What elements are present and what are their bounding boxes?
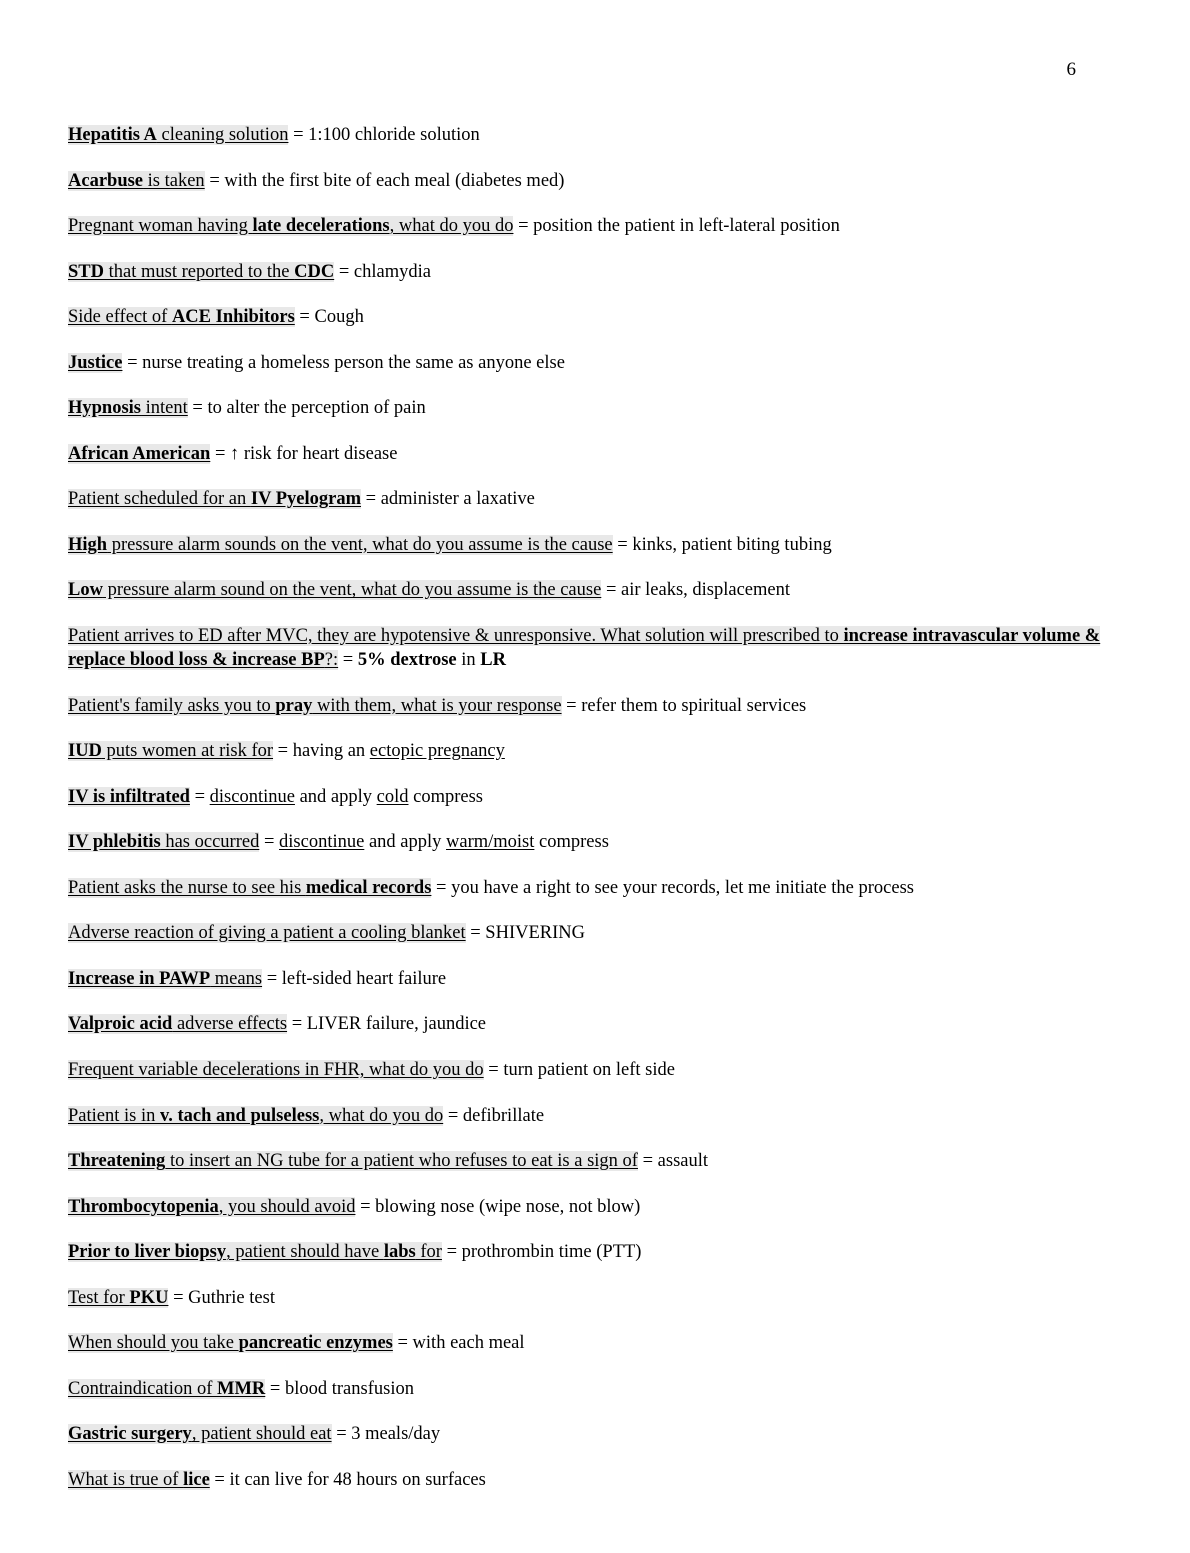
note-question: Patient scheduled for an IV Pyelogram	[68, 489, 362, 510]
note-question: Prior to liver biopsy, patient should have labs for	[68, 1242, 442, 1263]
note-line	[68, 785, 1118, 809]
note-question: When should you take pancreatic enzymes	[68, 1333, 393, 1354]
note-answer: = 5% dextrose in LR	[338, 650, 506, 671]
note-line	[68, 1286, 1118, 1310]
note-line	[68, 967, 1118, 991]
note-answer: = 3 meals/day	[331, 1424, 441, 1445]
note-line	[68, 1104, 1118, 1128]
note-question: Increase in PAWP means	[68, 968, 263, 989]
note-line	[68, 396, 1118, 420]
note-answer: = with the first bite of each meal (diabetes med)	[204, 170, 565, 191]
note-line	[68, 1149, 1118, 1173]
note-line	[68, 694, 1118, 718]
note-question: African American	[68, 443, 211, 464]
note-answer: = it can live for 48 hours on surfaces	[209, 1469, 486, 1490]
note-line	[68, 533, 1118, 557]
note-answer: = administer a laxative	[361, 489, 535, 510]
note-question: Acarbuse is taken	[68, 170, 205, 191]
note-question: IV is infiltrated	[68, 786, 190, 807]
note-answer: = blowing nose (wipe nose, not blow)	[355, 1196, 641, 1217]
note-question: Hepatitis A cleaning solution	[68, 125, 289, 145]
note-answer: = LIVER failure, jaundice	[287, 1014, 487, 1035]
note-line	[68, 169, 1118, 193]
note-answer: = ↑ risk for heart disease	[210, 443, 398, 464]
note-answer: = left-sided heart failure	[262, 968, 447, 989]
note-question: Patient is in v. tach and pulseless, what do you do	[68, 1105, 444, 1126]
note-answer: = having an ectopic pregnancy	[273, 741, 505, 762]
note-answer: = assault	[637, 1151, 709, 1172]
note-line	[68, 1377, 1118, 1401]
note-answer: = you have a right to see your records, let me initiate the process	[431, 877, 914, 898]
note-answer: = chlamydia	[334, 261, 431, 282]
note-line	[68, 624, 1118, 672]
note-line	[68, 739, 1118, 763]
note-question: Pregnant woman having late decelerations, what do you do	[68, 216, 514, 237]
note-answer: = 1:100 chloride solution	[288, 125, 480, 145]
note-question: Justice	[68, 352, 123, 373]
note-answer: = SHIVERING	[465, 923, 585, 944]
note-answer: = discontinue and apply cold compress	[189, 786, 483, 807]
note-question: High pressure alarm sounds on the vent, what do you assume is the cause	[68, 534, 613, 555]
note-line	[68, 1195, 1118, 1219]
note-answer: = position the patient in left-lateral position	[513, 216, 840, 237]
note-question: Hypnosis intent	[68, 398, 188, 419]
note-question: Thrombocytopenia, you should avoid	[68, 1196, 356, 1217]
note-line	[68, 830, 1118, 854]
note-question: Test for PKU	[68, 1287, 169, 1308]
note-line	[68, 1240, 1118, 1264]
note-line	[68, 1058, 1118, 1082]
note-question: Patient asks the nurse to see his medical records	[68, 877, 432, 898]
note-answer: = to alter the perception of pain	[187, 398, 426, 419]
note-answer: = prothrombin time (PTT)	[441, 1242, 642, 1263]
note-question: IUD puts women at risk for	[68, 741, 274, 762]
note-question: Adverse reaction of giving a patient a cooling blanket	[68, 923, 466, 944]
note-line	[68, 1422, 1118, 1446]
note-line	[68, 214, 1118, 238]
note-line	[68, 1012, 1118, 1036]
note-question: Patient arrives to ED after MVC, they are hypotensive & unresponsive. What solution will prescribed to increase intravascular volume & replace blood loss & increase BP?:	[68, 626, 1101, 671]
note-question: What is true of lice	[68, 1469, 210, 1490]
note-question: Valproic acid adverse effects	[68, 1014, 288, 1035]
note-question: Frequent variable decelerations in FHR, what do you do	[68, 1059, 484, 1080]
note-line	[68, 305, 1118, 329]
study-notes-list	[68, 123, 1118, 1492]
note-answer: = discontinue and apply warm/moist compress	[259, 832, 609, 853]
note-line	[68, 123, 1118, 147]
note-question: IV phlebitis has occurred	[68, 832, 260, 853]
page-number: 6	[1066, 59, 1076, 80]
note-question: STD that must reported to the CDC	[68, 261, 335, 282]
note-line	[68, 1331, 1118, 1355]
note-answer: = blood transfusion	[265, 1378, 414, 1399]
note-line	[68, 442, 1118, 466]
note-answer: = with each meal	[392, 1333, 525, 1354]
note-answer: = refer them to spiritual services	[561, 695, 807, 716]
note-answer: = air leaks, displacement	[601, 580, 790, 601]
note-line	[68, 487, 1118, 511]
note-answer: = turn patient on left side	[483, 1059, 675, 1080]
note-line	[68, 921, 1118, 945]
note-line	[68, 578, 1118, 602]
note-answer: = kinks, patient biting tubing	[612, 534, 832, 555]
note-answer: = nurse treating a homeless person the same as anyone else	[122, 352, 565, 373]
note-line	[68, 1468, 1118, 1492]
note-answer: = defibrillate	[443, 1105, 545, 1126]
note-answer: = Cough	[294, 307, 364, 328]
note-line	[68, 351, 1118, 375]
note-question: Low pressure alarm sound on the vent, what do you assume is the cause	[68, 580, 602, 601]
note-question: Contraindication of MMR	[68, 1378, 266, 1399]
note-answer: = Guthrie test	[168, 1287, 275, 1308]
note-line	[68, 260, 1118, 284]
note-question: Patient's family asks you to pray with them, what is your response	[68, 695, 562, 716]
note-question: Side effect of ACE Inhibitors	[68, 307, 295, 328]
note-question: Gastric surgery, patient should eat	[68, 1424, 332, 1445]
note-question: Threatening to insert an NG tube for a patient who refuses to eat is a sign of	[68, 1151, 638, 1172]
note-line	[68, 876, 1118, 900]
